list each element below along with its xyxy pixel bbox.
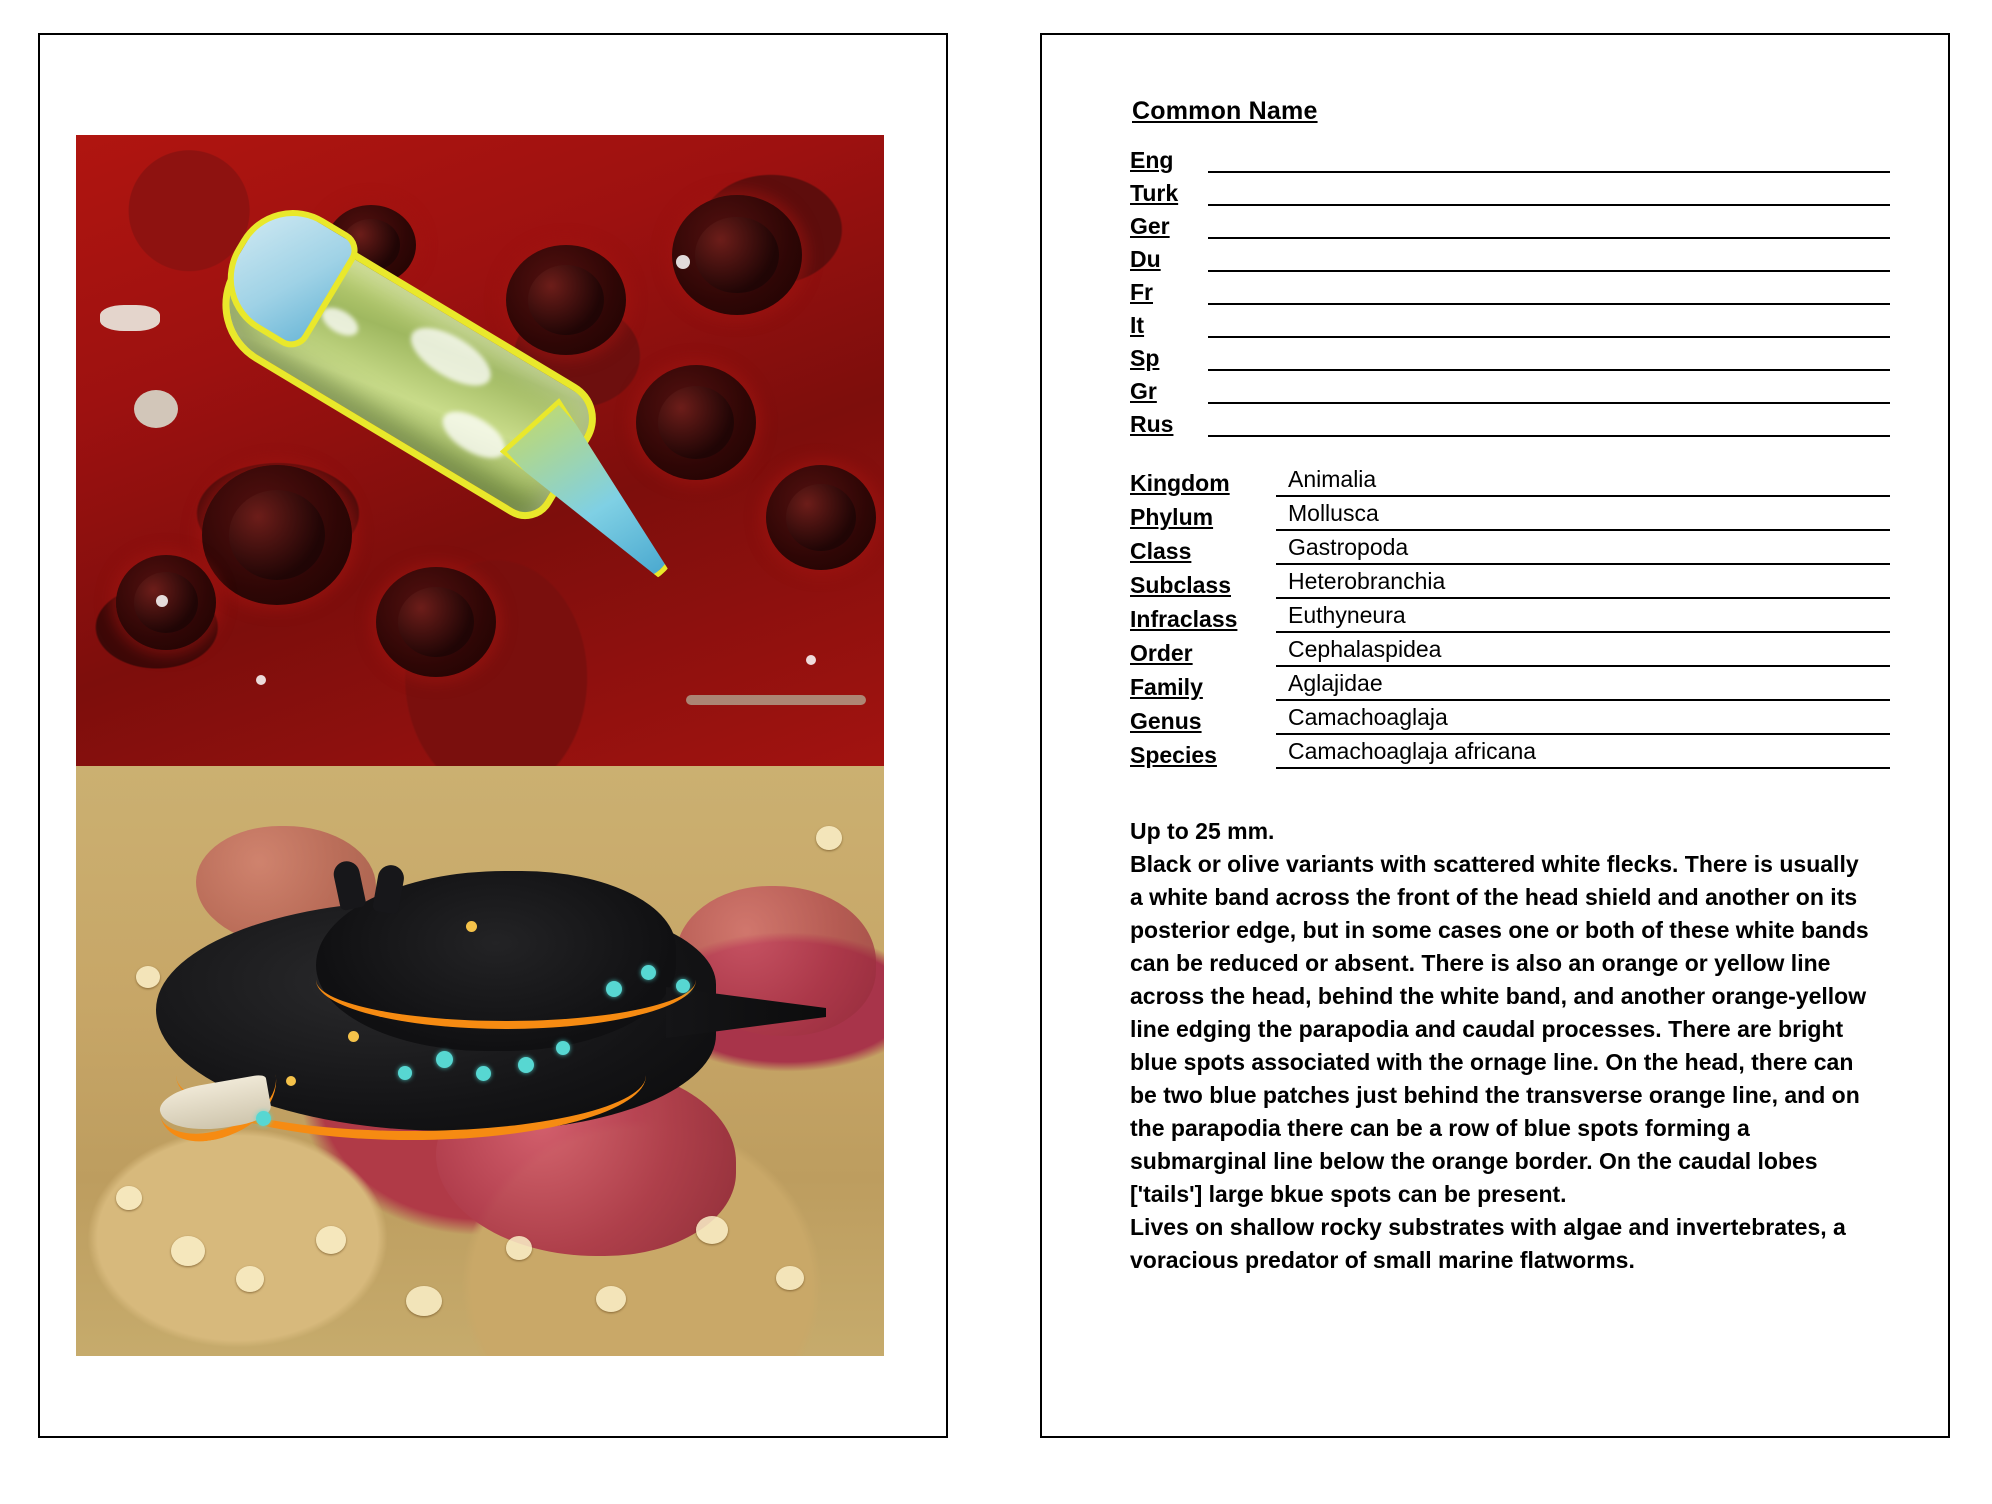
taxonomy-value-field[interactable]	[1276, 670, 1890, 701]
description-size: Up to 25 mm.	[1130, 818, 1275, 844]
taxonomy-row-infraclass	[1130, 599, 1890, 633]
language-row-eng	[1130, 140, 1890, 173]
taxonomy-rank-label: Phylum	[1130, 504, 1214, 530]
taxonomy-value-field[interactable]	[1276, 602, 1890, 633]
taxonomy-rank-label: Family	[1130, 674, 1203, 700]
taxonomy-value-field[interactable]	[1276, 738, 1890, 769]
taxonomy-row-subclass	[1130, 565, 1890, 599]
sand-grain	[696, 1216, 728, 1244]
taxonomy-value-field[interactable]	[1276, 568, 1890, 599]
taxonomy-rank-label: Genus	[1130, 708, 1202, 734]
common-name-field-rus[interactable]	[1208, 409, 1890, 437]
language-label: It	[1130, 312, 1145, 338]
language-label: Turk	[1130, 180, 1179, 206]
sponge-speck	[156, 595, 168, 607]
taxonomy-value: Mollusca	[1288, 500, 1379, 526]
orange-margin-line	[316, 931, 696, 1029]
language-label: Ger	[1130, 213, 1170, 239]
language-label: Rus	[1130, 411, 1174, 437]
language-label: Sp	[1130, 345, 1160, 371]
yellow-fleck	[466, 921, 477, 932]
language-row-rus	[1130, 404, 1890, 437]
taxonomy-row-genus	[1130, 701, 1890, 735]
description-habitat: Lives on shallow rocky substrates with algae and invertebrates, a voracious predator of small marine flatworms.	[1130, 1214, 1846, 1273]
taxonomy-value: Cephalaspidea	[1288, 636, 1442, 662]
taxonomy-rank-label: Class	[1130, 538, 1192, 564]
taxonomy-value: Animalia	[1288, 466, 1377, 492]
common-name-field-eng[interactable]	[1208, 145, 1890, 173]
common-name-field-turk[interactable]	[1208, 178, 1890, 206]
sand-grain	[316, 1226, 346, 1254]
taxonomy-row-family	[1130, 667, 1890, 701]
common-name-field-fr[interactable]	[1208, 277, 1890, 305]
sand-grain	[236, 1266, 264, 1292]
taxonomy-row-species	[1130, 735, 1890, 769]
taxonomy-row-order	[1130, 633, 1890, 667]
taxonomy-row-phylum	[1130, 497, 1890, 531]
blue-spot	[518, 1057, 534, 1073]
blue-spot	[398, 1066, 412, 1080]
taxonomy-value-field[interactable]	[1276, 704, 1890, 735]
common-name-language-list	[1130, 140, 1890, 437]
blue-spot	[436, 1051, 453, 1068]
common-name-field-ger[interactable]	[1208, 211, 1890, 239]
blue-spot	[606, 981, 622, 997]
language-row-turk	[1130, 173, 1890, 206]
common-name-field-du[interactable]	[1208, 244, 1890, 272]
sand-grain	[406, 1286, 442, 1316]
nudibranch-black-specimen	[136, 861, 796, 1201]
left-page	[38, 33, 948, 1438]
sponge-speck	[100, 305, 160, 331]
taxonomy-rank-label: Order	[1130, 640, 1193, 666]
taxonomy-value: Camachoaglaja	[1288, 704, 1448, 730]
taxonomy-list	[1130, 463, 1890, 769]
taxonomy-rank-label: Subclass	[1130, 572, 1231, 598]
taxonomy-value-field[interactable]	[1276, 636, 1890, 667]
blue-spot	[476, 1066, 491, 1081]
sand-grain	[171, 1236, 205, 1266]
description-block	[1130, 815, 1870, 1277]
common-name-heading: Common Name	[1132, 97, 1318, 125]
taxonomy-value: Camachoaglaja africana	[1288, 738, 1537, 764]
taxonomy-value: Aglajidae	[1288, 670, 1383, 696]
taxonomy-value-field[interactable]	[1276, 534, 1890, 565]
language-label: Eng	[1130, 147, 1174, 173]
taxonomy-rank-label: Kingdom	[1130, 470, 1230, 496]
white-fleck	[435, 402, 513, 467]
right-page	[1040, 33, 1950, 1438]
white-fleck	[402, 316, 500, 397]
language-row-sp	[1130, 338, 1890, 371]
taxonomy-value: Heterobranchia	[1288, 568, 1446, 594]
slug-head-lobe	[331, 859, 366, 911]
blue-spot	[256, 1111, 271, 1126]
sponge-speck	[806, 655, 816, 665]
language-label: Gr	[1130, 378, 1157, 404]
common-name-field-sp[interactable]	[1208, 343, 1890, 371]
blue-spot	[676, 979, 690, 993]
common-name-field-gr[interactable]	[1208, 376, 1890, 404]
taxonomy-rank-label: Species	[1130, 742, 1217, 768]
language-row-gr	[1130, 371, 1890, 404]
taxonomy-value: Gastropoda	[1288, 534, 1409, 560]
sponge-pore	[766, 465, 876, 570]
sponge-speck	[686, 695, 866, 705]
common-name-field-it[interactable]	[1208, 310, 1890, 338]
photo-green-olive-variant	[76, 135, 884, 766]
sponge-speck	[256, 675, 266, 685]
sand-grain	[506, 1236, 532, 1260]
language-label: Fr	[1130, 279, 1153, 305]
sand-grain	[816, 826, 842, 850]
language-row-ger	[1130, 206, 1890, 239]
taxonomy-value-field[interactable]	[1276, 500, 1890, 531]
photo-black-variant	[76, 766, 884, 1356]
language-row-fr	[1130, 272, 1890, 305]
yellow-fleck	[348, 1031, 359, 1042]
taxonomy-value: Euthyneura	[1288, 602, 1406, 628]
language-row-du	[1130, 239, 1890, 272]
taxonomy-row-kingdom	[1130, 463, 1890, 497]
blue-spot	[641, 965, 656, 980]
sponge-speck	[676, 255, 690, 269]
species-record-sheet	[1130, 97, 1890, 1277]
yellow-fleck	[286, 1076, 296, 1086]
photo-stack	[76, 135, 884, 1288]
description-appearance: Black or olive variants with scattered white flecks. There is usually a white band across the front of the head shield and another on its posterior edge, but in some cases one or both of these white bands can be reduced or absent. There is also an orange or yellow line across the head, behind the white band, and another orange-yellow line edging the parapodia and caudal processes. There are bright blue spots associated with the ornage line. On the head, there can be two blue patches just behind the transverse orange line, and on the parapodia there can be a row of blue spots forming a submarginal line below the orange border. On the caudal lobes ['tails'] large bkue spots can be present.	[1130, 851, 1869, 1207]
taxonomy-row-class	[1130, 531, 1890, 565]
language-row-it	[1130, 305, 1890, 338]
language-label: Du	[1130, 246, 1161, 272]
taxonomy-rank-label: Infraclass	[1130, 606, 1238, 632]
sponge-pore	[672, 195, 802, 315]
taxonomy-value-field[interactable]	[1276, 466, 1890, 497]
sand-grain	[596, 1286, 626, 1312]
blue-spot	[556, 1041, 570, 1055]
sand-grain	[776, 1266, 804, 1290]
